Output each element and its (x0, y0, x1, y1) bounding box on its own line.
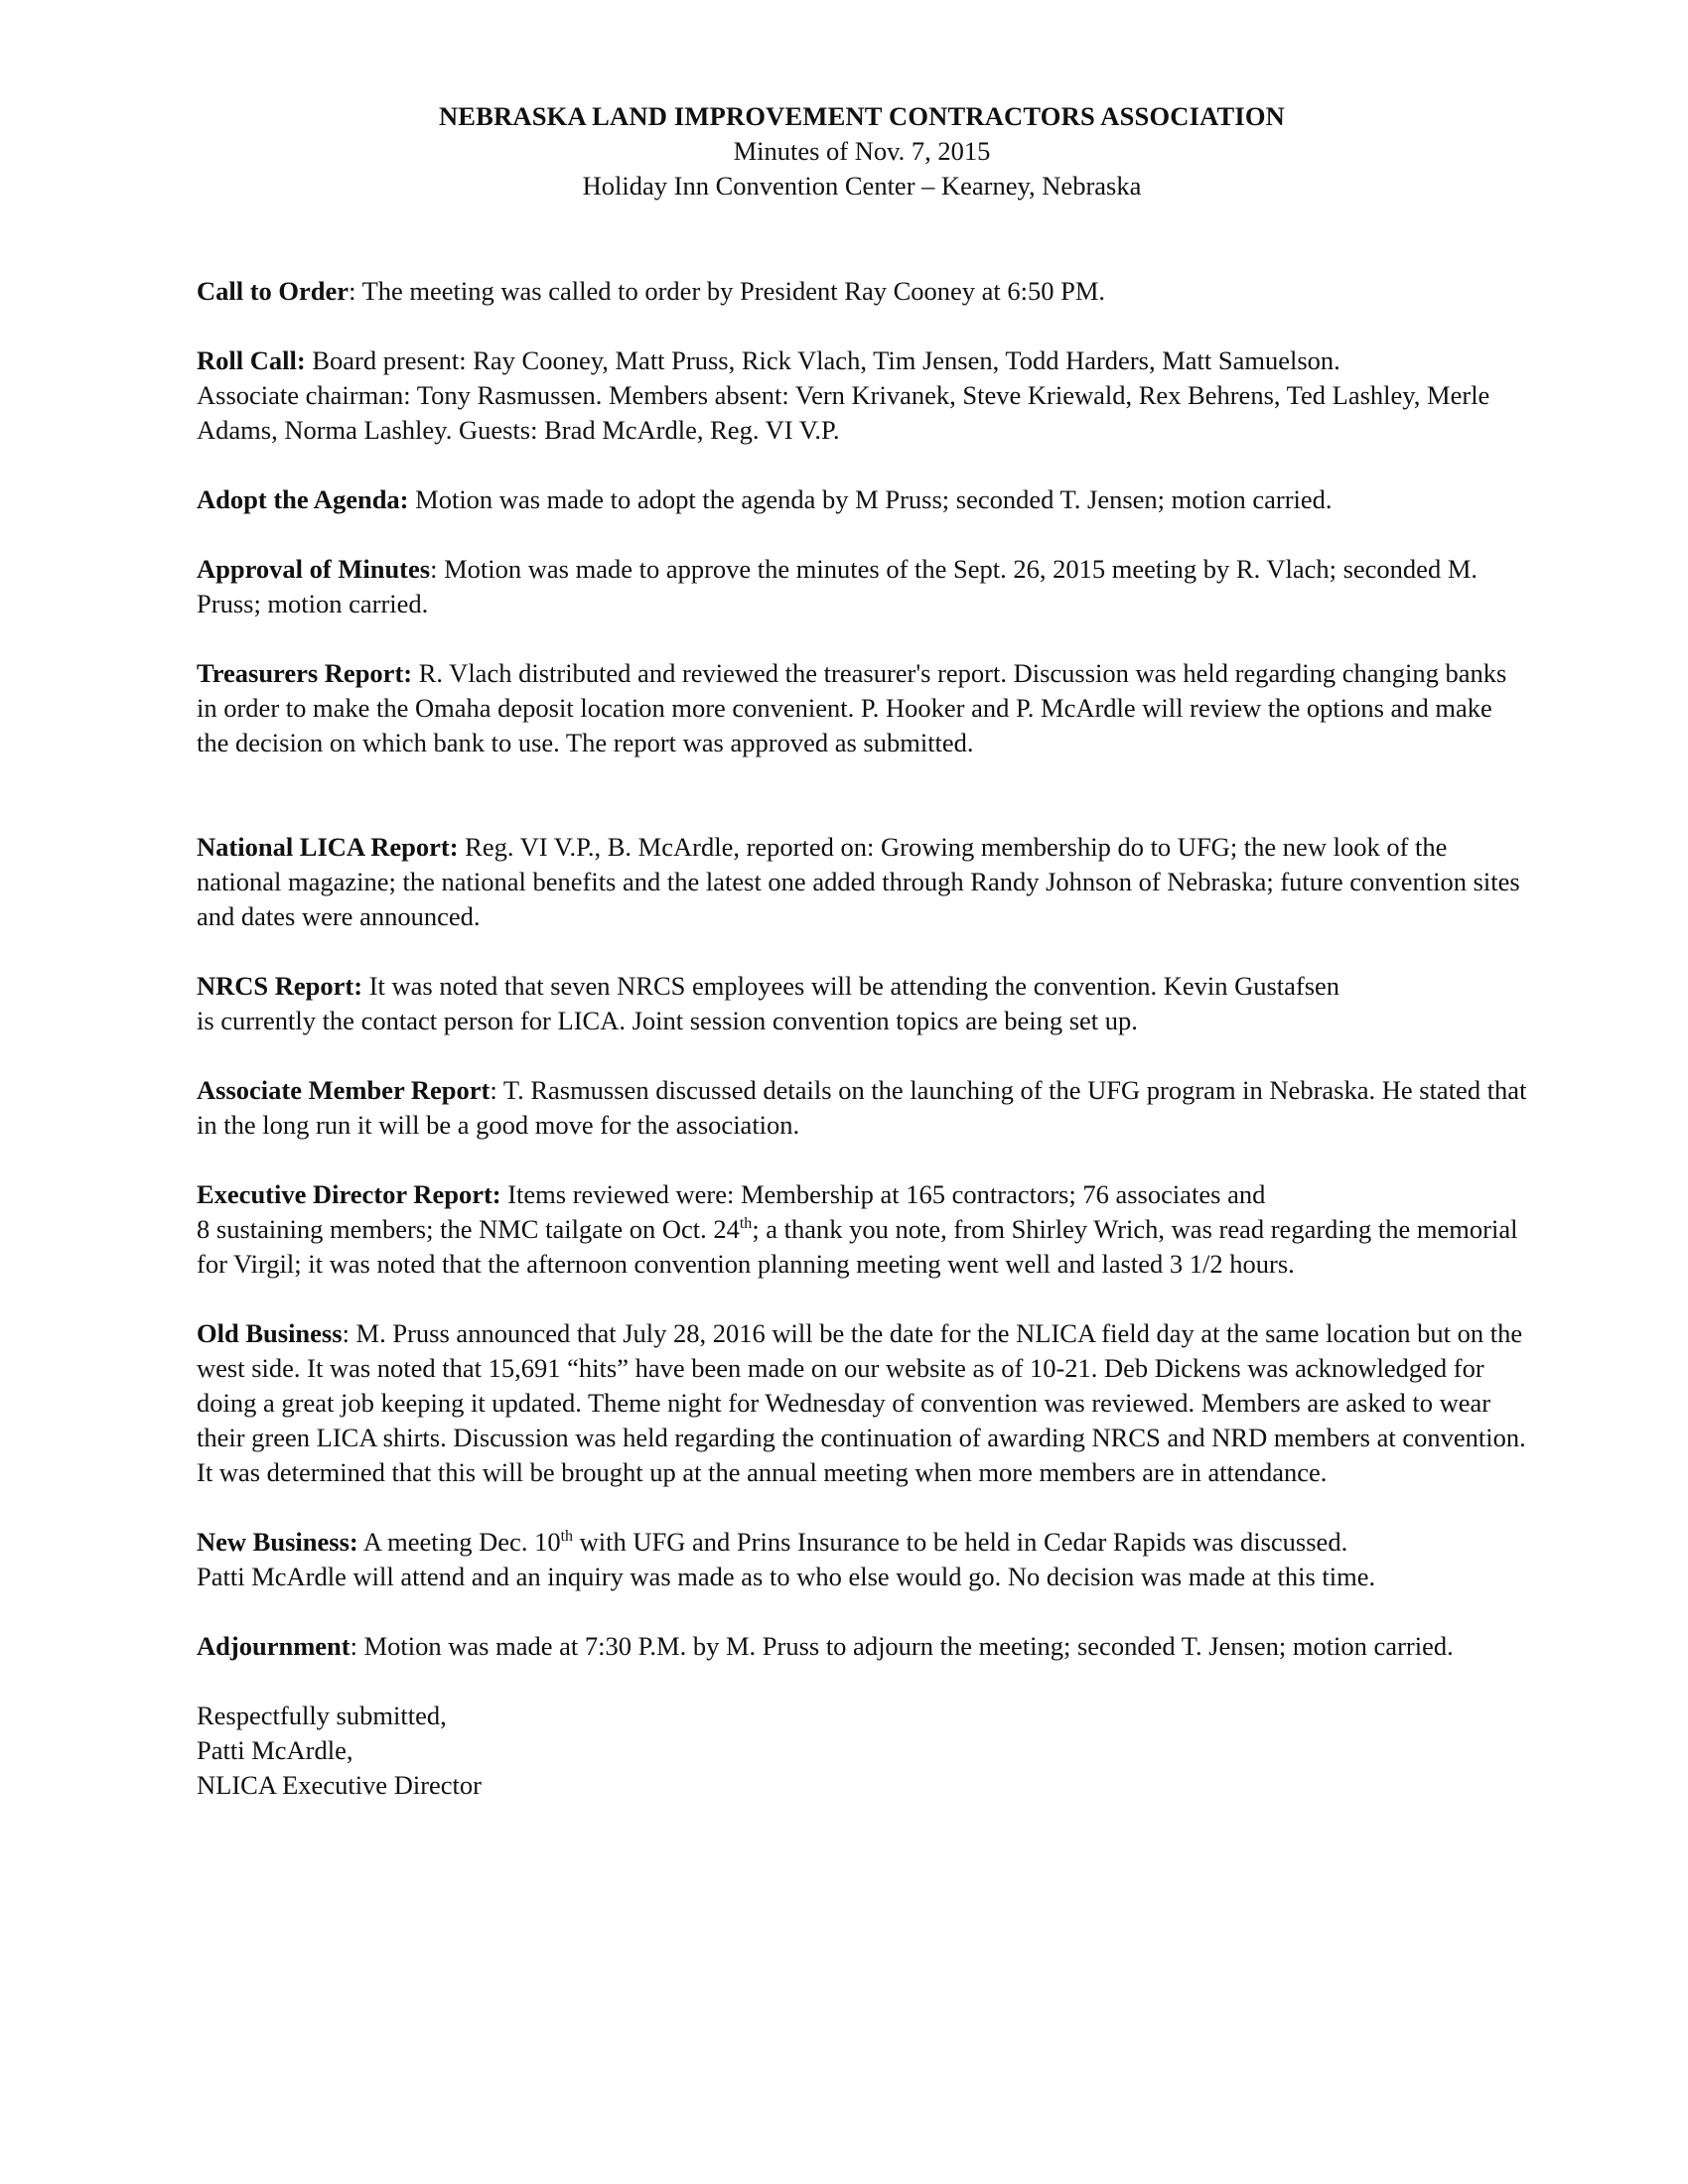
minutes-page (197, 99, 1527, 1803)
executive-line1 (197, 1177, 1527, 1212)
header-spacer (197, 204, 1527, 274)
adopt-agenda-label: Adopt the Agenda: (197, 484, 409, 514)
adopt-agenda-text: Motion was made to adopt the agenda by M Pruss; seconded T. Jensen; motion carried. (408, 484, 1333, 514)
nrcs-text-2: is currently the contact person for LICA. Joint session convention topics are being set up. (197, 1006, 1138, 1035)
section-adopt-agenda (197, 482, 1527, 517)
executive-line2 (197, 1212, 1527, 1282)
new-business-label: New Business: (197, 1527, 358, 1557)
section-roll-call (197, 343, 1527, 448)
signature-closing: Respectfully submitted, (197, 1701, 447, 1730)
section-adjournment (197, 1629, 1527, 1664)
old-business-label: Old Business (197, 1318, 343, 1348)
new-business-text-1b: with UFG and Prins Insurance to be held in Cedar Rapids was discussed. (573, 1527, 1348, 1557)
section-call-to-order (197, 274, 1527, 309)
approval-minutes-text: : Motion was made to approve the minutes of the Sept. 26, 2015 meeting by R. Vlach; seconded M. Pruss; motion carried. (197, 554, 1478, 618)
signature-block (197, 1699, 1527, 1803)
executive-label: Executive Director Report: (197, 1179, 501, 1209)
roll-call-associate-text: Associate chairman: Tony Rasmussen. Members absent: Vern Krivanek, Steve Kriewald, Rex Behrens, Ted Lashley, Merle Adams, Norma Lashley. Guests: Brad McArdle, Reg. VI V.P. (197, 380, 1490, 445)
organization-title: NEBRASKA LAND IMPROVEMENT CONTRACTORS ASSOCIATION (438, 101, 1286, 131)
nrcs-label: NRCS Report: (197, 971, 363, 1001)
nrcs-line1 (197, 969, 1527, 1004)
section-approval-of-minutes (197, 552, 1527, 621)
new-business-line1 (197, 1525, 1527, 1560)
document-header (197, 99, 1527, 204)
signature-name: Patti McArdle, (197, 1735, 353, 1765)
executive-text-2b: ; a thank you note, from Shirley Wrich, was read regarding the memorial for Virgil; it was noted that the afternoon convention planning meeting went well and lasted 3 1/2 hours. (197, 1214, 1518, 1279)
roll-call-label: Roll Call: (197, 345, 306, 375)
national-label: National LICA Report: (197, 832, 459, 862)
executive-ordinal-suffix: th (739, 1215, 753, 1233)
section-national-lica-report (197, 830, 1527, 934)
associate-text: : T. Rasmussen discussed details on the launching of the UFG program in Nebraska. He stated that in the long run it will be a good move for the association. (197, 1075, 1527, 1140)
call-to-order-text: : The meeting was called to order by President Ray Cooney at 6:50 PM. (349, 276, 1106, 306)
section-nrcs-report (197, 969, 1527, 1038)
associate-label: Associate Member Report (197, 1075, 491, 1105)
roll-call-line1 (197, 343, 1527, 378)
approval-minutes-label: Approval of Minutes (197, 554, 431, 584)
new-business-text-1a: A meeting Dec. 10 (357, 1527, 561, 1557)
call-to-order-label: Call to Order (197, 276, 350, 306)
section-associate-member-report (197, 1073, 1527, 1143)
section-old-business (197, 1316, 1527, 1490)
treasurers-label: Treasurers Report: (197, 658, 413, 688)
adjournment-text: : Motion was made at 7:30 P.M. by M. Pruss to adjourn the meeting; seconded T. Jensen; motion carried. (350, 1631, 1454, 1661)
section-executive-director-report (197, 1177, 1527, 1282)
signature-title: NLICA Executive Director (197, 1770, 482, 1800)
new-business-text-2: Patti McArdle will attend and an inquiry was made as to who else would go. No decision was made at this time. (197, 1562, 1376, 1591)
meeting-location: Holiday Inn Convention Center – Kearney, Nebraska (582, 171, 1142, 201)
old-business-text: : M. Pruss announced that July 28, 2016 will be the date for the NLICA field day at the same location but on the west side. It was noted that 15,691 “hits” have been made on our website as of 10-21. Deb Dickens was acknowledged for doing a great job keeping it updated. Theme night for Wednesday of convention was reviewed. Members are asked to wear their green LICA shirts. Discussion was held regarding the continuation of awarding NRCS and NRD members at convention. It was determined that this will be brought up at the annual meeting when more members are in attendance. (197, 1318, 1526, 1487)
minutes-date: Minutes of Nov. 7, 2015 (733, 136, 991, 166)
new-business-ordinal-suffix: th (560, 1528, 574, 1546)
section-treasurers-report (197, 656, 1527, 760)
nrcs-text-1: It was noted that seven NRCS employees will be attending the convention. Kevin Gustafsen (362, 971, 1340, 1001)
section-new-business (197, 1525, 1527, 1594)
treasurers-text: R. Vlach distributed and reviewed the treasurer's report. Discussion was held regarding changing banks in order to make the Omaha deposit location more convenient. P. Hooker and P. McArdle will review the options and make the decision on which bank to use. The report was approved as submitted. (197, 658, 1507, 757)
roll-call-board-text: Board present: Ray Cooney, Matt Pruss, Rick Vlach, Tim Jensen, Todd Harders, Matt Samuelson. (305, 345, 1340, 375)
executive-text-2a: 8 sustaining members; the NMC tailgate on Oct. 24 (197, 1214, 740, 1244)
executive-text-1: Items reviewed were: Membership at 165 contractors; 76 associates and (500, 1179, 1266, 1209)
national-text: Reg. VI V.P., B. McArdle, reported on: Growing membership do to UFG; the new look of the national magazine; the national benefits and the latest one added through Randy Johnson of Nebraska; future convention sites and dates were announced. (197, 832, 1520, 931)
adjournment-label: Adjournment (197, 1631, 351, 1661)
